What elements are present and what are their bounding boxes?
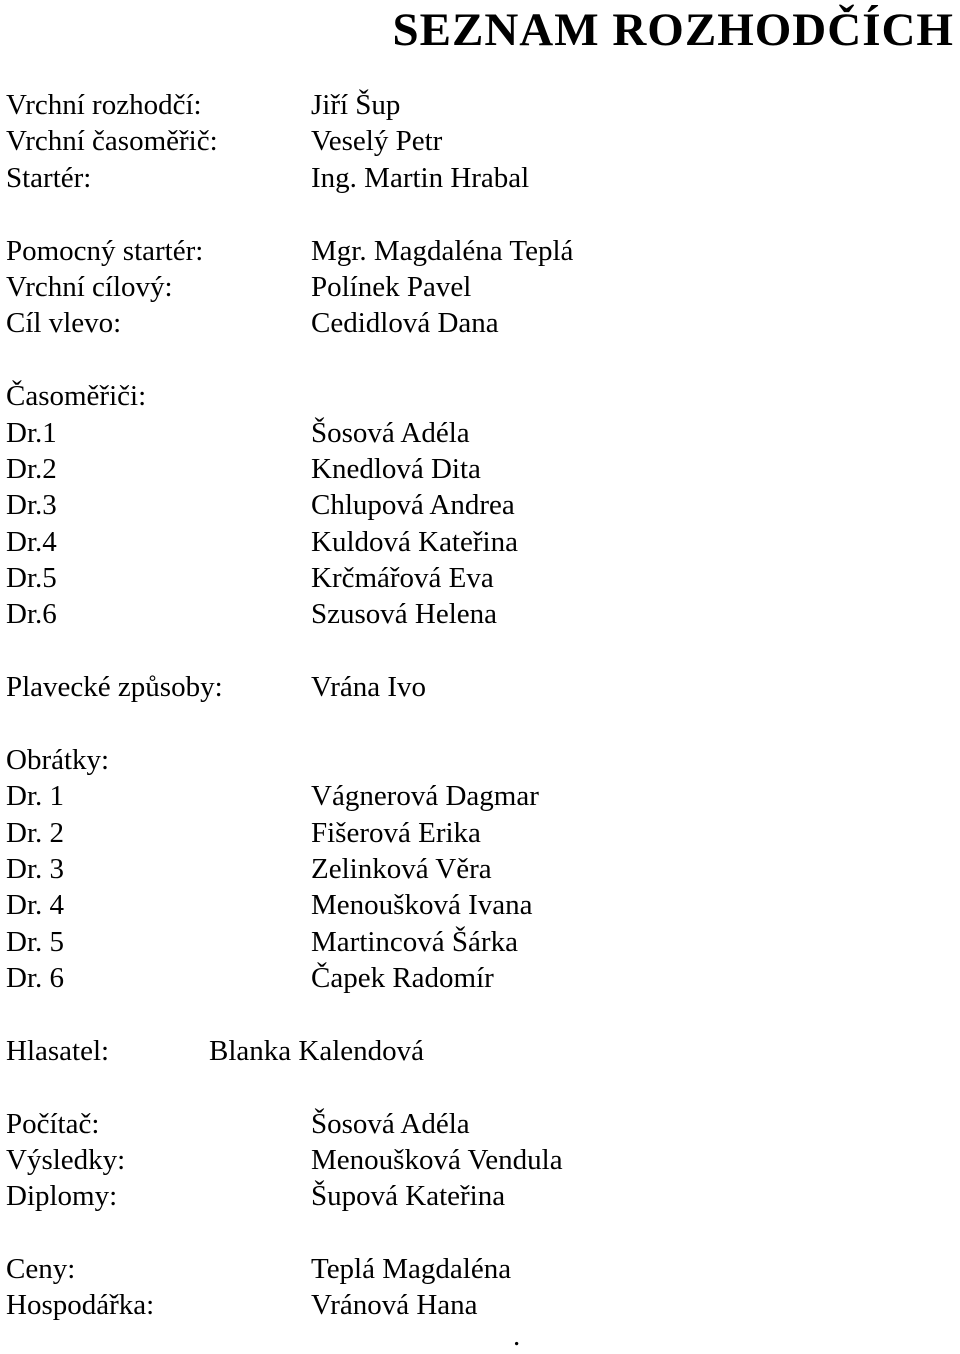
- page-title: SEZNAM ROZHODČÍCH: [392, 4, 954, 56]
- list-item: [0, 451, 960, 487]
- person-name: Knedlová Dita: [311, 453, 481, 485]
- lane-label: Dr.3: [6, 489, 57, 521]
- role-label: Vrchní cílový:: [6, 271, 173, 303]
- list-item: [0, 1287, 960, 1323]
- person-name: Menoušková Vendula: [311, 1144, 563, 1176]
- section-label: Obrátky:: [6, 744, 110, 776]
- person-name: Vrána Ivo: [311, 671, 427, 703]
- person-name: Jiří Šup: [311, 89, 401, 121]
- list-item: [0, 415, 960, 451]
- person-name: Vránová Hana: [311, 1289, 478, 1321]
- list-item: [0, 560, 960, 596]
- lane-label: Dr. 4: [6, 889, 64, 921]
- lane-label: Dr. 5: [6, 926, 64, 958]
- lane-label: Dr.5: [6, 562, 57, 594]
- list-item: [0, 1178, 960, 1214]
- person-name: Ing. Martin Hrabal: [311, 162, 530, 194]
- lane-label: Dr. 1: [6, 780, 64, 812]
- role-label: Startér:: [6, 162, 92, 194]
- person-name: Šosová Adéla: [311, 417, 470, 449]
- person-name: Zelinková Věra: [311, 853, 492, 885]
- list-item: [0, 305, 960, 341]
- trailing-dot: .: [513, 1320, 521, 1352]
- person-name: Cedidlová Dana: [311, 307, 499, 339]
- role-label: Ceny:: [6, 1253, 76, 1285]
- role-label: Diplomy:: [6, 1180, 118, 1212]
- list-item: [0, 924, 960, 960]
- lane-label: Dr. 3: [6, 853, 64, 885]
- list-item: [0, 524, 960, 560]
- role-label: Hlasatel:: [6, 1035, 110, 1067]
- person-name: Vágnerová Dagmar: [311, 780, 539, 812]
- person-name: Chlupová Andrea: [311, 489, 515, 521]
- list-item: [0, 960, 960, 996]
- list-item: [0, 160, 960, 196]
- role-label: Výsledky:: [6, 1144, 126, 1176]
- list-item: [0, 669, 960, 705]
- lane-label: Dr.4: [6, 526, 57, 558]
- section-label: Časoměřiči:: [6, 380, 147, 412]
- person-name: Teplá Magdaléna: [311, 1253, 512, 1285]
- role-label: Pomocný startér:: [6, 235, 204, 267]
- person-name: Szusová Helena: [311, 598, 498, 630]
- lane-label: Dr. 2: [6, 817, 64, 849]
- lane-label: Dr.6: [6, 598, 57, 630]
- list-item: [0, 269, 960, 305]
- person-name: Veselý Petr: [311, 125, 443, 157]
- list-item: [0, 851, 960, 887]
- role-label: Vrchní rozhodčí:: [6, 89, 202, 121]
- lane-label: Dr.2: [6, 453, 57, 485]
- person-name: Šupová Kateřina: [311, 1180, 506, 1212]
- person-name: Krčmářová Eva: [311, 562, 494, 594]
- list-item: [0, 815, 960, 851]
- lane-label: Dr.1: [6, 417, 57, 449]
- person-name: Mgr. Magdaléna Teplá: [311, 235, 574, 267]
- section-heading: [0, 742, 960, 778]
- role-label: Vrchní časoměřič:: [6, 125, 218, 157]
- list-item: [0, 596, 960, 632]
- person-name: Šosová Adéla: [311, 1108, 470, 1140]
- person-name: Menoušková Ivana: [311, 889, 533, 921]
- list-item: [0, 778, 960, 814]
- list-item: [0, 887, 960, 923]
- person-name: Fišerová Erika: [311, 817, 481, 849]
- list-item: [0, 87, 960, 123]
- person-name: Polínek Pavel: [311, 271, 472, 303]
- role-label: Plavecké způsoby:: [6, 671, 223, 703]
- person-name: Kuldová Kateřina: [311, 526, 518, 558]
- person-name: Martincová Šárka: [311, 926, 518, 958]
- list-item: [0, 1251, 960, 1287]
- list-item: [0, 1142, 960, 1178]
- section-heading: [0, 378, 960, 414]
- list-item: [0, 123, 960, 159]
- role-label: Hospodářka:: [6, 1289, 155, 1321]
- list-item: [0, 233, 960, 269]
- person-name: Blanka Kalendová: [209, 1035, 425, 1067]
- list-item: [0, 1033, 960, 1069]
- list-item: [0, 487, 960, 523]
- lane-label: Dr. 6: [6, 962, 64, 994]
- person-name: Čapek Radomír: [311, 962, 494, 994]
- list-item: [0, 1106, 960, 1142]
- role-label: Počítač:: [6, 1108, 100, 1140]
- role-label: Cíl vlevo:: [6, 307, 122, 339]
